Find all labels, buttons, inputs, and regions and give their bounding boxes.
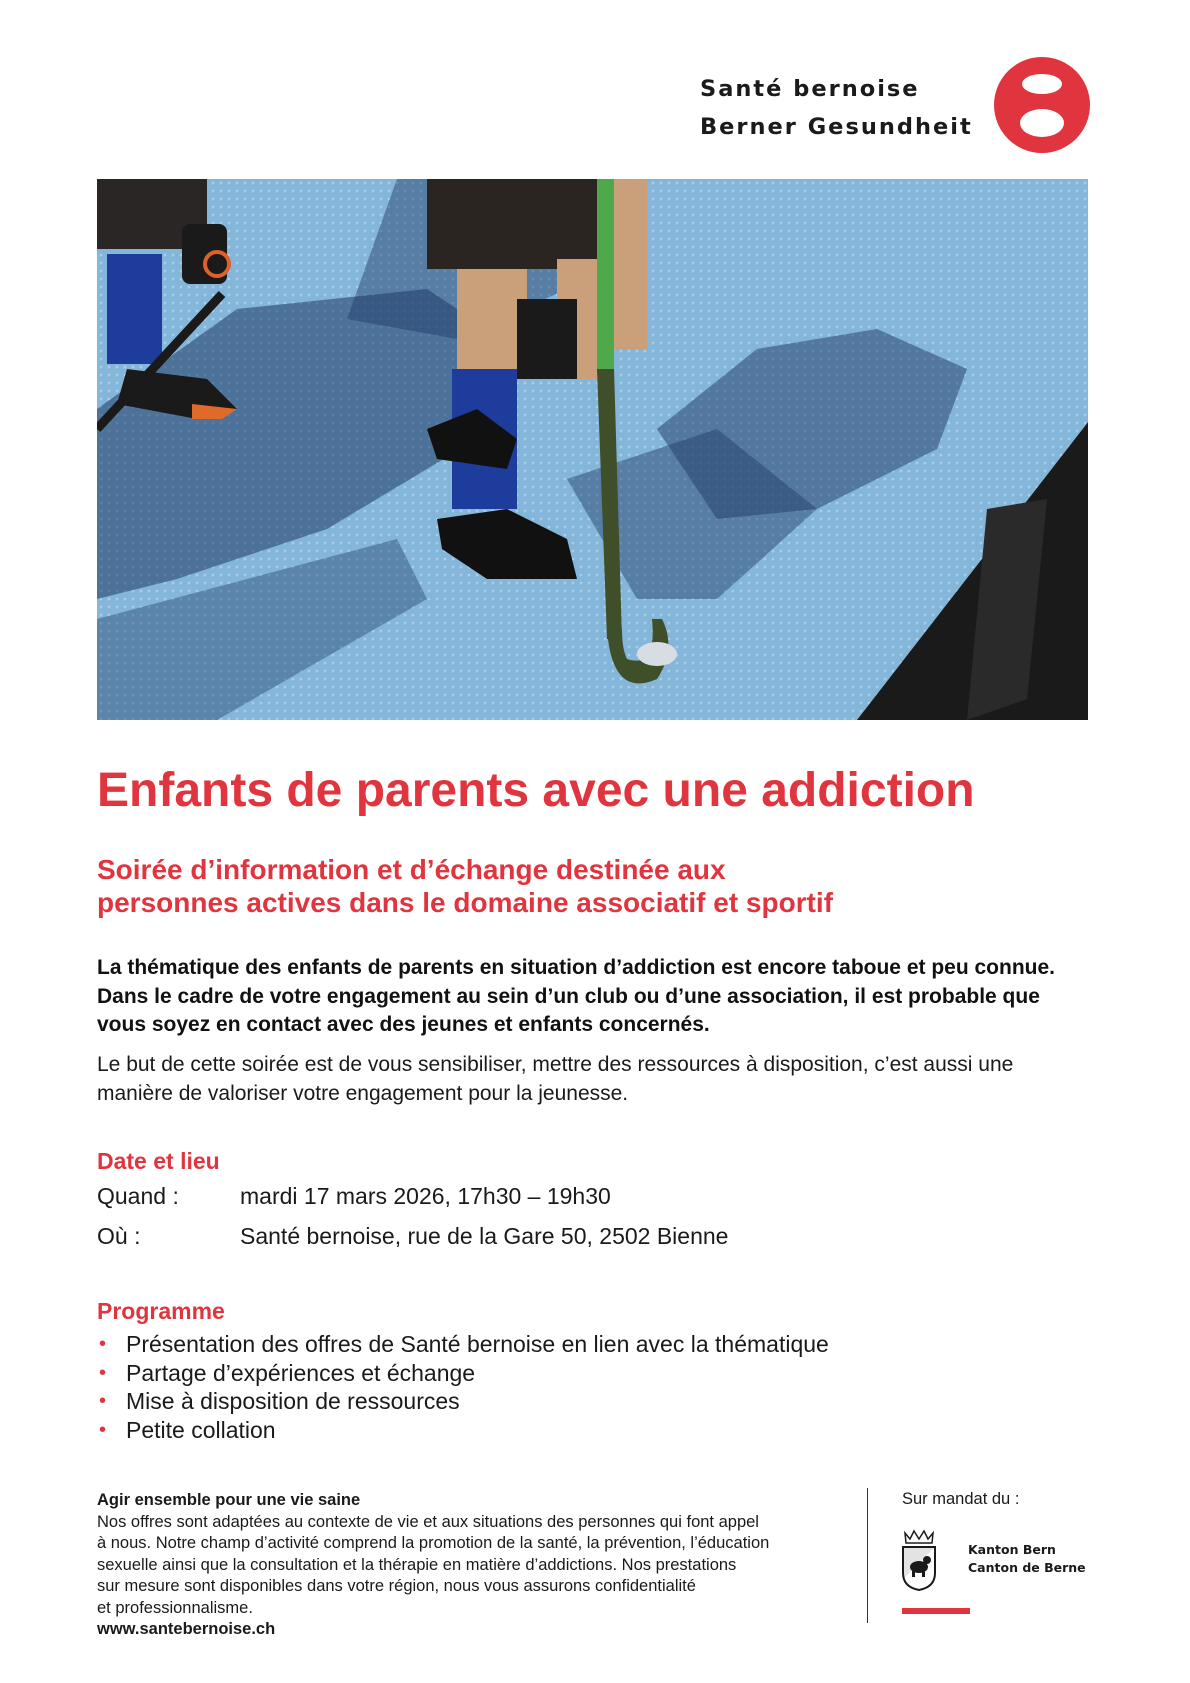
footer-line: sur mesure sont disponibles dans votre région, nous vous assurons confidentialité [97, 1577, 696, 1595]
intro-paragraph: Le but de cette soirée est de vous sensibiliser, mettre des ressources à disposition, c’est aussi une manière de valoriser votre engagement pour la jeunesse. [97, 1053, 1014, 1105]
field-hockey-photo [97, 179, 1088, 720]
programme-heading: Programme [97, 1298, 225, 1324]
footer-line: sexuelle ainsi que la consultation et la thérapie en matière d’addictions. Nos prestations [97, 1555, 737, 1574]
bullet-icon: • [99, 1390, 107, 1412]
date-section-heading: Date et lieu [97, 1148, 220, 1174]
footer-about [97, 1490, 857, 1641]
canton-line-fr: Canton de Berne [968, 1560, 1086, 1575]
where-value: Santé bernoise, rue de la Gare 50, 2502 Bienne [240, 1223, 729, 1249]
when-label: Quand : [97, 1183, 179, 1209]
when-value: mardi 17 mars 2026, 17h30 – 19h30 [240, 1183, 611, 1209]
brand-line-de: Berner Gesundheit [700, 114, 973, 140]
page-subtitle [97, 853, 1097, 919]
list-item [97, 1359, 829, 1388]
footer-line: et professionnalisme. [97, 1598, 253, 1617]
bullet-icon: • [99, 1333, 107, 1355]
where-label: Où : [97, 1223, 141, 1249]
footer-line: à nous. Notre champ d’activité comprend la promotion de la santé, la prévention, l’éducation [97, 1534, 770, 1552]
page-title: Enfants de parents avec une addiction [97, 764, 975, 817]
bern-bear-crest-icon [901, 1529, 937, 1591]
canton-line-de: Kanton Bern [968, 1542, 1056, 1557]
brand-name [700, 70, 973, 146]
list-item-text: Mise à disposition de ressources [126, 1388, 460, 1414]
footer-heading: Agir ensemble pour une vie saine [97, 1491, 361, 1509]
mandate-label: Sur mandat du : [902, 1490, 1020, 1508]
website-link[interactable]: www.santebernoise.ch [97, 1620, 276, 1638]
list-item [97, 1387, 829, 1416]
hero-image [97, 179, 1088, 720]
red-8-circle-logo [994, 57, 1090, 153]
list-item-text: Partage d’expériences et échange [126, 1359, 476, 1386]
bullet-icon: • [99, 1418, 107, 1441]
list-item [97, 1416, 829, 1445]
list-item [97, 1330, 829, 1359]
subtitle-line: personnes actives dans le domaine associatif et sportif [97, 887, 834, 918]
brand-line-fr: Santé bernoise [700, 76, 920, 102]
list-item-text: Présentation des offres de Santé bernoise en lien avec la thématique [126, 1331, 829, 1357]
programme-list [97, 1330, 829, 1444]
accent-bar [902, 1608, 970, 1614]
footer-line: Nos offres sont adaptées au contexte de vie et aux situations des personnes qui font appel [97, 1512, 759, 1531]
intro-bold-paragraph: La thématique des enfants de parents en situation d’addiction est encore taboue et peu connue. Dans le cadre de votre engagement au sein d’un club ou d’une association, il est probable que vous soyez en contact avec des jeunes et enfants concernés. [97, 956, 1055, 1036]
bullet-icon: • [99, 1361, 107, 1384]
list-item-text: Petite collation [126, 1416, 276, 1443]
footer-divider [867, 1488, 868, 1623]
subtitle-line: Soirée d’information et d’échange destinée aux [97, 854, 726, 885]
canton-name [968, 1541, 1086, 1577]
